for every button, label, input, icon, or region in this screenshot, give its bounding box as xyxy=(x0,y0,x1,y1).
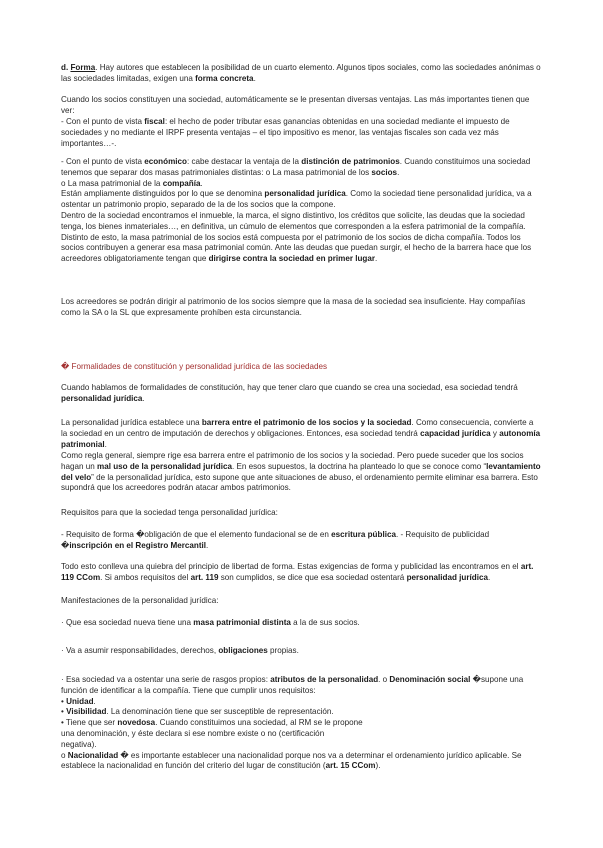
paragraph-requisitos xyxy=(61,530,541,552)
paragraph-requisitos-intro xyxy=(61,508,541,519)
paragraph-punto-economico xyxy=(61,157,541,265)
paragraph-manifestaciones xyxy=(61,596,541,607)
text-run: - Requisito de forma �obligación de que el elemento fundacional se de en xyxy=(61,530,332,539)
paragraph-cuarto-elemento xyxy=(61,63,541,85)
text-run: • xyxy=(61,696,67,706)
text-run: • xyxy=(61,707,67,717)
bold-text-run: forma concreta xyxy=(195,73,254,83)
paragraph-barrera xyxy=(61,418,541,450)
bold-text-run: dirigirse contra la sociedad en primer lugar xyxy=(208,254,376,264)
bold-text-run: Visibilidad xyxy=(66,707,107,717)
text-run: . xyxy=(487,572,491,582)
paragraph-ventajas-intro xyxy=(61,95,541,117)
text-run: Requisitos para que la sociedad tenga personalidad jurídica: xyxy=(61,508,278,517)
text-run: negativa). xyxy=(61,739,97,749)
text-run: . xyxy=(375,254,378,264)
bold-text-run: levantamiento del velo xyxy=(61,461,541,482)
bold-text-run: atributos de la personalidad xyxy=(270,675,379,684)
bold-text-run: Nacionalidad xyxy=(67,750,119,760)
bold-text-run: Unidad xyxy=(66,696,94,706)
bold-text-run: personalidad jurídica xyxy=(61,393,143,403)
text-run: o La masa patrimonial de la xyxy=(61,178,163,188)
bold-text-run: fiscal xyxy=(144,117,165,126)
text-run: • Tiene que ser xyxy=(61,718,118,728)
bold-text-run: Forma xyxy=(70,63,96,72)
bold-text-run: capacidad jurídica xyxy=(420,428,491,438)
text-run: . Hay autores que establecen la posibilidad de un cuarto elemento. Algunos tipos sociales, como las sociedades anónimas o las sociedades limitadas, exigen una xyxy=(61,63,541,83)
text-run: y xyxy=(490,428,500,438)
text-run: . xyxy=(253,73,256,83)
bold-text-run: socios xyxy=(371,167,398,177)
text-run: - Con el punto de vista xyxy=(61,157,145,166)
bold-text-run: masa patrimonial distinta xyxy=(193,618,291,627)
bold-text-run: novedosa xyxy=(117,718,156,728)
text-run: . En esos supuestos, la doctrina ha planteado lo que se conoce como “ xyxy=(231,461,487,471)
text-run: Manifestaciones de la personalidad jurídica: xyxy=(61,596,219,605)
bold-text-run: autonomía patrimonial xyxy=(61,428,541,449)
text-run: . Como consecuencia, convierte a la sociedad en un centro de imputación de derechos y obligaciones. Entonces, esa sociedad tendrá xyxy=(61,418,534,438)
text-run: � es importante establecer una nacionalidad porque nos va a determinar el ordenamiento jurídico aplicable. Se establece la nacionalidad en función del criterio del lugar de constitución ( xyxy=(61,750,522,771)
text-run: Dentro de la sociedad encontramos el inmueble, la marca, el signo distintivo, los créditos que solicite, las deudas que la sociedad tenga, los bienes inmateriales…, en definitiva, un cúmulo de elementos que corresponden a la esfera patrimonial de la compañía. xyxy=(61,210,526,231)
text-run: Cuando hablamos de formalidades de constitución, hay que tener claro que cuando se crea una sociedad, esa sociedad tendrá xyxy=(61,383,518,392)
paragraph-levantamiento xyxy=(61,451,541,494)
text-run: La personalidad jurídica establece una xyxy=(61,418,202,427)
text-run: · Va a asumir responsabilidades, derechos, xyxy=(61,646,219,655)
bold-text-run: inscripción en el Registro Mercantil xyxy=(69,540,207,550)
bold-text-run: mal uso de la personalidad jurídica xyxy=(97,461,232,471)
text-run: · Esa sociedad va a ostentar una serie de rasgos propios: xyxy=(61,675,271,684)
text-run: Los acreedores se podrán dirigir al patrimonio de los socios siempre que la masa de la sociedad sea insuficiente. Hay compañías como la SA o la SL que expresamente prohíben esta circunstancia. xyxy=(61,297,526,317)
text-run: ” de la personalidad jurídica, esto supone que ante situaciones de abuso, el ordenamiento permite eliminar esa barrera. Esto supondrá que los acreedores podrán atacar ambos patrimonios. xyxy=(61,472,538,493)
text-run: Están ampliamente distinguidos por lo que se denomina xyxy=(61,189,265,199)
paragraph-atributos-personalidad xyxy=(61,675,541,772)
paragraph-acreedores xyxy=(61,297,541,319)
bold-text-run: personalidad jurídica xyxy=(264,189,346,199)
bold-text-run: personalidad jurídica xyxy=(406,572,488,582)
text-run: Todo esto conlleva una quiebra del principio de libertad de forma. Estas exigencias de forma y publicidad las encontramos en el xyxy=(61,562,521,571)
text-run: Distinto de esto, la masa patrimonial de los socios está compuesta por el patrimonio de los socios de dicha compañía. Todos los socios contribuyen a generar esa masa patrimonial común. Ante las deudas que puedan surgir, el hecho de la barrera hace que los acreedores obligatoriamente tengan que xyxy=(61,232,532,264)
text-run: . o xyxy=(378,675,390,684)
text-run: o xyxy=(61,750,68,760)
bold-text-run: económico xyxy=(144,157,187,166)
paragraph-formalidades xyxy=(61,383,541,405)
bold-text-run: art. 119 CCom xyxy=(61,562,534,582)
text-run: . Si ambos requisitos del xyxy=(100,572,191,582)
text-run: . xyxy=(397,167,400,177)
bold-text-run: compañía xyxy=(162,178,201,188)
text-run: �supone una función de identificar a la compañía. Tiene que cumplir unos requisitos: xyxy=(61,675,524,695)
text-run: . xyxy=(200,178,203,188)
text-run: : el hecho de poder tributar esas ganancias obtenidas en una sociedad mediante el impuesto de sociedades y no mediante el IRPF presenta ventajas – el tipo impositivo es menor, las ventajas fiscales son cada vez más importantes…-. xyxy=(61,117,510,148)
text-run: - Con el punto de vista xyxy=(61,117,145,126)
text-run: . Cuando constituimos una sociedad, al RM se le propone xyxy=(155,718,363,728)
paragraph-art-119 xyxy=(61,562,541,584)
text-run: . xyxy=(104,439,107,449)
text-run: son cumplidos, se dice que esa sociedad ostentará xyxy=(218,572,407,582)
text-run: . xyxy=(206,540,209,550)
text-run: . Cuando constituimos una sociedad tenemos que separar dos masas patrimoniales distintas: o La masa patrimonial de los xyxy=(61,157,531,177)
bold-text-run: escritura pública xyxy=(331,530,396,539)
bold-text-run: barrera entre el patrimonio de los socios y la sociedad xyxy=(201,418,412,427)
text-run: . xyxy=(93,696,96,706)
text-run: . xyxy=(142,393,145,403)
bold-text-run: obligaciones xyxy=(218,646,268,655)
text-run: a la de sus socios. xyxy=(290,618,360,627)
text-run: � Formalidades de constitución y personalidad jurídica de las sociedades xyxy=(61,362,328,371)
text-run: . Como la sociedad tiene personalidad jurídica, va a ostentar un patrimonio propio, separado de la de los socios que la compone. xyxy=(61,189,532,210)
bold-text-run: art. 119 xyxy=(190,572,219,582)
paragraph-manifestacion-responsabilidades xyxy=(61,646,541,657)
text-run: . La denominación tiene que ser susceptible de representación. xyxy=(106,707,334,717)
text-run: · Que esa sociedad nueva tiene una xyxy=(61,618,194,627)
text-run: una denominación, y éste declara si ese nombre existe o no (certificación xyxy=(61,728,325,738)
text-run: propias. xyxy=(267,646,299,655)
bold-text-run: Denominación social xyxy=(389,675,471,684)
text-run: Cuando los socios constituyen una sociedad, automáticamente se le presentan diversas ventajas. Las más importantes tienen que ver: xyxy=(61,95,530,115)
bold-text-run: d. xyxy=(61,63,71,72)
bold-text-run: art. 15 CCom xyxy=(325,761,376,771)
text-run: ). xyxy=(375,761,381,771)
text-run: Como regla general, siempre rige esa barrera entre el patrimonio de los socios y la sociedad. Pero puede suceder que los socios hagan un xyxy=(61,451,524,471)
paragraph-punto-fiscal xyxy=(61,117,541,149)
bold-text-run: distinción de patrimonios xyxy=(301,157,400,166)
text-run: . - Requisito de publicidad � xyxy=(61,530,490,550)
paragraph-manifestacion-patrimonio xyxy=(61,618,541,629)
text-run: : cabe destacar la ventaja de la xyxy=(186,157,302,166)
section-heading-formalidades xyxy=(61,362,541,373)
